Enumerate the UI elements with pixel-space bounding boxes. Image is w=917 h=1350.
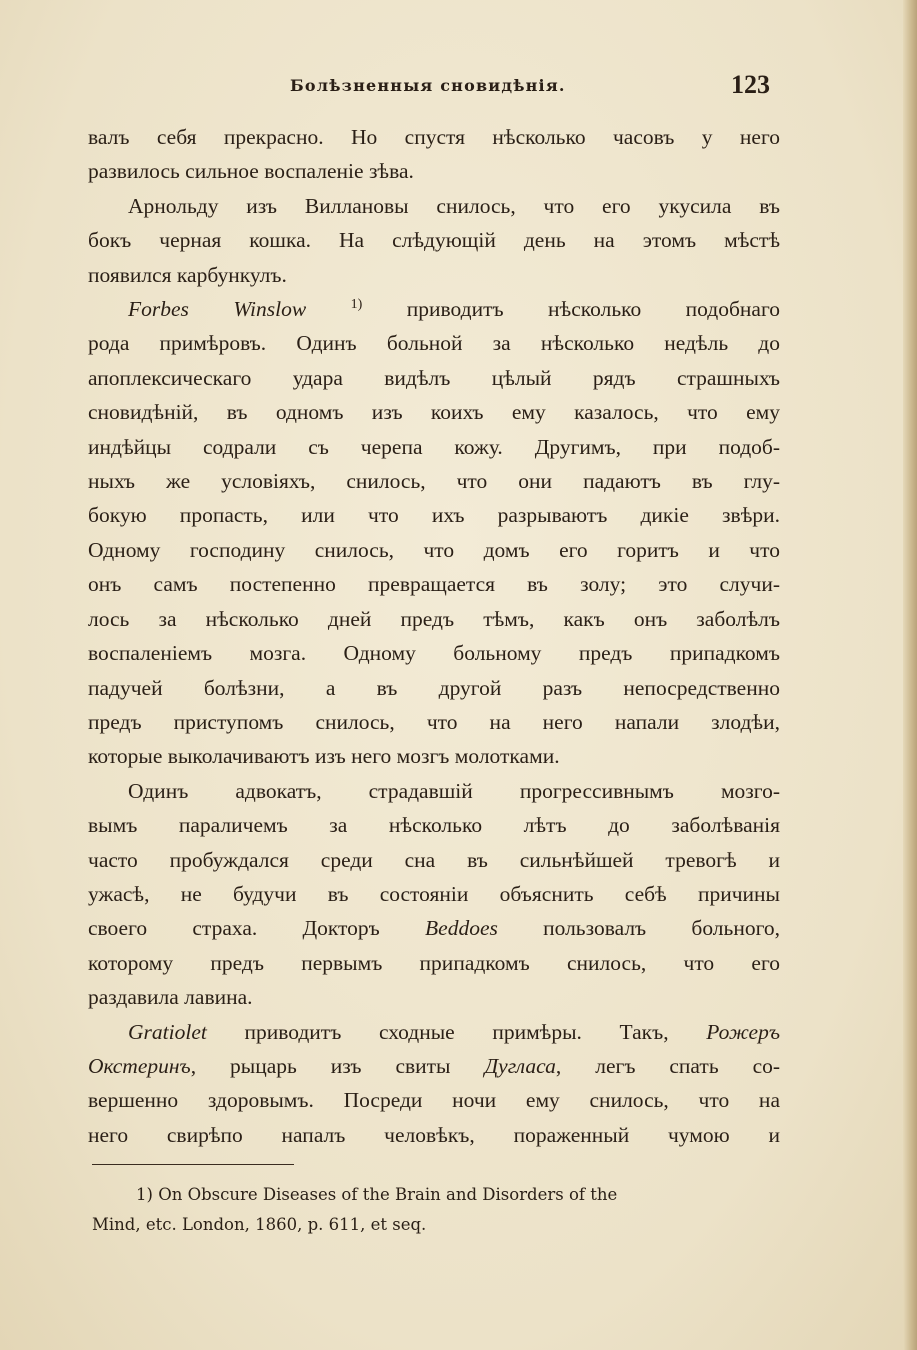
text-line: валъ себя прекрасно. Но спустя нѣсколько часовъ у него <box>88 125 780 149</box>
text-line <box>88 292 780 326</box>
person-name: Окстеринъ <box>88 1053 191 1078</box>
page-header <box>90 70 780 106</box>
paragraph-2 <box>88 189 780 292</box>
text-line: Одному господину снилось, что домъ его горитъ и что <box>88 537 780 562</box>
text-line <box>88 911 780 945</box>
text-line: падучей болѣзни, а въ другой разъ непосредственно <box>88 675 780 700</box>
footnote-separator <box>92 1164 294 1165</box>
text-line: появился карбункулъ. <box>88 262 287 287</box>
text-line: часто пробуждался среди сна въ сильнѣйшей тревогѣ и <box>88 847 780 872</box>
page-edge <box>903 0 917 1350</box>
footnote-line <box>92 1180 782 1210</box>
text-line: ужасѣ, не будучи въ состояніи объяснить себѣ причины <box>88 881 780 906</box>
text-fragment: приводитъ нѣсколько подобнаго <box>406 297 781 322</box>
text-line: бокъ черная кошка. На слѣдующій день на этомъ мѣстѣ <box>88 228 780 253</box>
page-number: 123 <box>731 70 770 99</box>
text-line: сновидѣній, въ одномъ изъ коихъ ему казалось, что ему <box>88 400 780 425</box>
running-title: Болѣзненныя сновидѣнія. <box>290 76 566 95</box>
text-fragment: рыцарь изъ свиты <box>230 1053 451 1078</box>
text-line: индѣйцы содрали съ черепа кожу. Другимъ, при подоб- <box>88 434 780 459</box>
text-fragment: , легъ спать со- <box>555 1053 781 1078</box>
footnote-line: Mind, etc. London, 1860, p. 611, et seq. <box>92 1215 427 1234</box>
text-line: воспаленіемъ мозга. Одному больному предъ припадкомъ <box>88 641 780 666</box>
footnote <box>92 1180 782 1240</box>
person-name: Дугласа <box>484 1053 556 1078</box>
body-text <box>88 120 780 1152</box>
text-fragment: пользовалъ больного, <box>543 916 780 941</box>
doctor-name: Beddoes <box>425 916 498 941</box>
paragraph-5 <box>88 1015 780 1153</box>
text-line: развилось сильное воспаленіе зѣва. <box>88 159 414 184</box>
paragraph-3 <box>88 292 780 774</box>
text-line: апоплексическаго удара видѣлъ цѣлый рядъ страшныхъ <box>88 365 780 390</box>
text-line: вымъ параличемъ за нѣсколько лѣтъ до заболѣванія <box>88 813 780 838</box>
author-name: Forbes Winslow <box>128 297 307 322</box>
text-fragment: своего страха. Докторъ <box>88 916 380 941</box>
paragraph-1 <box>88 120 780 189</box>
text-line: которому предъ первымъ припадкомъ снилось, что его <box>88 950 780 975</box>
paragraph-4 <box>88 774 780 1015</box>
author-name: Gratiolet <box>128 1019 207 1044</box>
text-line: которые выколачиваютъ изъ него мозгъ молотками. <box>88 744 560 769</box>
text-line <box>88 1015 780 1049</box>
text-line: предъ приступомъ снилось, что на него напали злодѣи, <box>88 709 780 734</box>
text-line: ныхъ же условіяхъ, снилось, что они падаютъ въ глу- <box>88 469 780 494</box>
text-line: него свирѣпо напалъ человѣкъ, пораженный чумою и <box>88 1122 780 1147</box>
text-line: Окстеринъ, рыцарь изъ свиты Дугласа, легъ спать со- <box>88 1053 781 1078</box>
text-line: Одинъ адвокатъ, страдавшій прогрессивнымъ мозго- <box>128 778 780 803</box>
footnote-mark: 1) <box>136 1185 153 1204</box>
text-line: раздавила лавина. <box>88 985 253 1010</box>
footnote-text: On Obscure Diseases of the Brain and Disorders of the <box>158 1185 618 1204</box>
text-line: лось за нѣсколько дней предъ тѣмъ, какъ онъ заболѣлъ <box>88 606 780 631</box>
text-line: рода примѣровъ. Одинъ больной за нѣсколько недѣль до <box>88 331 780 356</box>
text-line: Арнольду изъ Виллановы снилось, что его укусила въ <box>128 193 780 218</box>
text-line: вершенно здоровымъ. Посреди ночи ему снилось, что на <box>88 1088 780 1113</box>
text-line: онъ самъ постепенно превращается въ золу; это случи- <box>88 572 780 597</box>
person-name: Рожеръ <box>706 1019 780 1044</box>
footnote-reference: 1) <box>350 296 363 312</box>
text-fragment: приводитъ сходные примѣры. Такъ, <box>244 1019 669 1044</box>
text-line: бокую пропасть, или что ихъ разрываютъ дикіе звѣри. <box>88 503 780 528</box>
